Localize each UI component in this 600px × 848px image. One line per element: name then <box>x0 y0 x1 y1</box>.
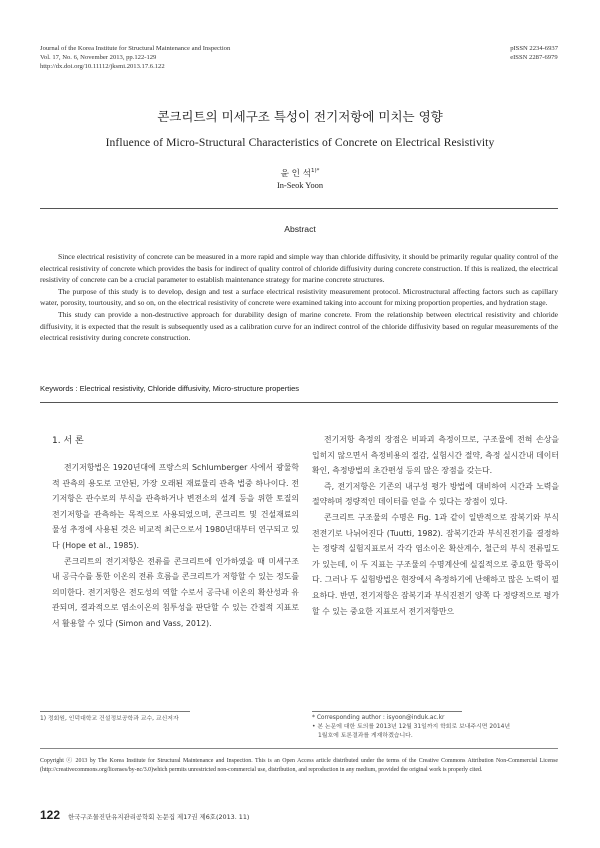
divider-bottom <box>40 402 558 403</box>
footnote-rule-right <box>312 711 462 712</box>
abstract-body <box>40 251 558 344</box>
abstract-heading: Abstract <box>284 224 316 234</box>
divider-top <box>40 208 558 209</box>
journal-name: Journal of the Korea Institute for Structural Maintenance and Inspection <box>40 45 231 52</box>
footnote-rule-left <box>40 711 190 712</box>
footer-journal-name: 한국구조물진단유지관리공학회 논문집 제17권 제6호(2013. 11) <box>68 813 250 821</box>
doi-link[interactable]: http://dx.doi.org/10.11112/jksmi.2013.17.6.122 <box>40 63 165 70</box>
body-paragraph: 즉, 전기저항은 기존의 내구성 평가 방법에 대비하여 시간과 노력을 절약하며 정량적인 데이터를 얻을 수 있다는 장점이 있다. <box>312 481 559 507</box>
discussion-note: • 본 논문에 대한 토의를 2013년 12월 31일까지 학회로 보내주시면 2014년 <box>312 724 511 730</box>
pissn: pISSN 2234-6937 <box>510 45 558 52</box>
author-korean <box>0 167 600 179</box>
author-english: In-Seok Yoon <box>276 181 324 190</box>
author-name-korean: 윤 인 석 <box>280 169 311 179</box>
page-footer <box>40 808 249 822</box>
body-paragraph: 콘크리트 구조물의 수명은 Fig. 1과 같이 일반적으로 잠복기와 부식 전전기로 나뉘어진다 (Tuutti, 1982). 잠복기간과 부식진전기를 결정하는 정량적 실험지표로서 각각 염소이온 확산계수, 철근의 부식 전류밀도가 있는데, 이 두 지표는 구조물의 수명계산에 실질적으로 중요한 항목이다. 그러나 두 실험방법은 현장에서 측정하기에 난해하고 많은 노력이 필요하다. 반면, 전기저항은 잠복기과 부식진전기 양쪽 다 정량적으로 평가할 수 있는 중요한 지표로서 전기저항만으 <box>312 512 559 616</box>
footnote-affiliation: 1) 정회원, 인덕대학교 건설정보공학과 교수, 교신저자 <box>40 716 179 722</box>
title-korean: 콘크리트의 미세구조 특성이 전기저항에 미치는 영향 <box>157 109 443 124</box>
page-number: 122 <box>40 808 61 822</box>
abstract-paragraph: Since electrical resistivity of concrete can be measured in a more rapid and simple way than chloride diffusivity, it should be primarily regular quality control of the electrical resistivity of concrete which provides the basis for indirect of quality control of chloride diffusivity during concrete construction. If this is realized, the electrical resistivity of concrete can be a crucial parameter to establish maintenance strategy for marine concrete structures. <box>40 252 558 285</box>
section-heading: 1. 서 론 <box>52 436 84 446</box>
volume-info: Vol. 17, No. 6, November 2013, pp.122-129 <box>40 54 157 61</box>
discussion-note-cont: 1월호에 토론결과를 게재하겠습니다. <box>318 733 413 739</box>
footnote-correspondence <box>312 714 560 741</box>
body-paragraph: 콘크리트의 전기저항은 전류를 콘크리트에 인가하였을 때 미세구조내 공극수를 통한 이온의 전류 흐름을 콘크리트가 저항할 수 있는 정도를 의미한다. 전기저항은 전도성의 역할 수로서 공극내 이온의 확산성과 유관되며, 결과적으로 염소이온의 침투성을 판단할 수 있는 간접적 지표로서 활용할 수 있다 (Simon and Vass, 2012). <box>52 556 299 628</box>
right-column <box>312 432 559 619</box>
abstract-paragraph: This study can provide a non-destructive approach for durability design of marine concrete. From the relationship between electrical resistivity and chloride diffusivity, it is expected that the result is subsequently used as a calibration curve for an indirect control of the chloride diffusivity based on regular measurements of the electrical resistivity during concrete construction. <box>40 309 558 343</box>
left-column <box>52 460 299 632</box>
issn-block <box>510 44 558 62</box>
corresponding-author: * Corresponding author : isyoon@induk.ac.kr <box>312 715 445 721</box>
copyright-notice: Copyright ⓒ 2013 by The Korea Institute for Structural Maintenance and Inspection. This is an Open Access article distributed under the terms of the Creative Commons Attribution Non-Commercial License (http://creativecommons.org/licenses/by-nc/3.0)which permits unrestricted non-commercial use, distribution, and reproduction in any medium, provided the original work is properly cited. <box>40 758 558 774</box>
divider-copyright <box>40 748 558 749</box>
keywords: Keywords : Electrical resistivity, Chloride diffusivity, Micro-structure properties <box>40 384 300 393</box>
abstract-paragraph: The purpose of this study is to develop, design and test a surface electrical resistivity measurement protocol. Microstructural affecting factors such as capillary water, porosity, tourtousity, and so on, on the electrical resistivity of concrete were examined taking into account for mixing proportion properties, and hydration stage. <box>40 286 558 308</box>
body-paragraph: 전기저항법은 1920년대에 프랑스의 Schlumberger 사에서 광물학적 관측의 용도로 고안된, 가장 오래된 재료물리 관측 법중 하나이다. 전기저항은 관수로의 부식을 관측하거나 변전소의 설계 등을 위한 토질의 전기저항을 관측하는 목적으로 사용되었으며, 콘크리트 및 건설재료의 물성 추정에 사용된 것은 비교적 최근으로서 1980년대부터 연구되고 있다 (Hope et al., 1985). <box>52 463 299 550</box>
body-paragraph: 전기저항 측정의 장점은 비파괴 측정이므로, 구조물에 전혀 손상을 입히지 않으면서 측정비용의 절감, 실험시간 절약, 측정 실시간내 데이터 확인, 측정방법의 초간편성 등의 많은 장점을 갖는다. <box>312 435 559 476</box>
author-affiliation-mark: 1)* <box>310 168 320 175</box>
eissn: eISSN 2287-6979 <box>510 54 558 61</box>
journal-header <box>40 44 230 71</box>
title-english: Influence of Micro-Structural Characteristics of Concrete on Electrical Resistivity <box>105 136 495 149</box>
